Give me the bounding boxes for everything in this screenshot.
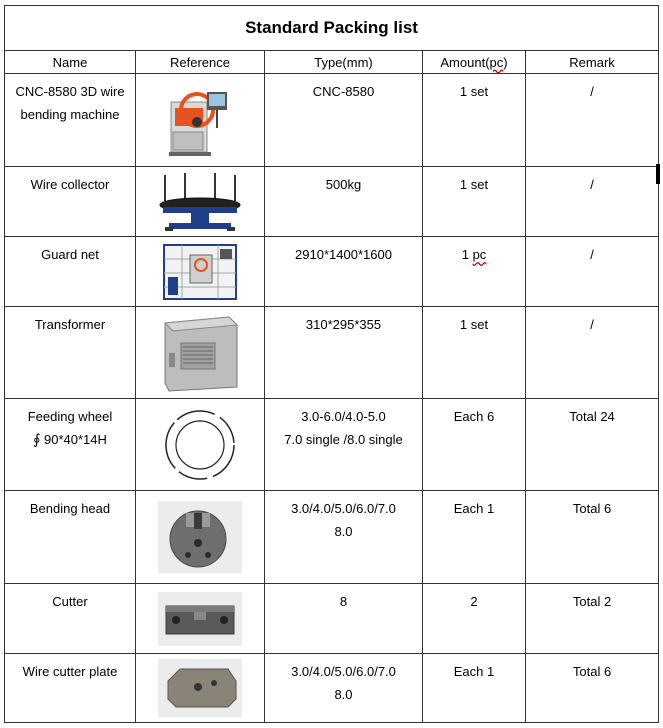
row-name: Guard net xyxy=(5,237,136,307)
header-name: Name xyxy=(5,51,136,74)
row-amount: Each 1 xyxy=(423,654,526,723)
guard-net-image xyxy=(160,241,240,303)
transformer-image xyxy=(159,313,241,393)
row-amount: 1 set xyxy=(423,167,526,237)
header-remark: Remark xyxy=(526,51,659,74)
row-type-line2: 7.0 single /8.0 single xyxy=(284,432,403,447)
header-amount-unit: pc xyxy=(489,54,504,70)
row-type: 2910*1400*1600 xyxy=(265,237,423,307)
row-name: Wire cutter plate xyxy=(5,654,136,723)
row-reference xyxy=(136,399,265,491)
header-amount-prefix: Amount( xyxy=(440,54,490,70)
row-type xyxy=(265,491,423,584)
table-row xyxy=(5,584,659,654)
feeding-wheel-image xyxy=(159,407,241,483)
row-remark: Total 6 xyxy=(526,654,659,723)
wire-bending-machine-image xyxy=(167,82,233,158)
diameter-symbol: ∮ xyxy=(33,431,41,447)
row-reference xyxy=(136,584,265,654)
cutter-image xyxy=(158,592,242,646)
row-remark: / xyxy=(526,74,659,167)
row-type-line1: 3.0/4.0/5.0/6.0/7.0 xyxy=(291,501,396,516)
row-type-line2: 8.0 xyxy=(334,524,353,539)
row-type: 8 xyxy=(265,584,423,654)
row-type-line1: 3.0-6.0/4.0-5.0 xyxy=(301,409,386,424)
packing-list-table xyxy=(4,5,659,723)
row-name-line1: Feeding wheel xyxy=(27,409,113,424)
row-type: 500kg xyxy=(265,167,423,237)
row-type xyxy=(265,399,423,491)
row-name-line1: CNC-8580 3D wire xyxy=(15,84,125,99)
header-amount-suffix: ) xyxy=(503,54,508,70)
row-type xyxy=(265,654,423,723)
row-type-line2: 8.0 xyxy=(334,687,353,702)
wire-collector-image xyxy=(157,171,243,233)
row-amount: 1 set xyxy=(423,307,526,399)
edge-marker xyxy=(656,164,660,184)
table-row xyxy=(5,654,659,723)
table-row xyxy=(5,307,659,399)
row-reference xyxy=(136,491,265,584)
row-name: Transformer xyxy=(5,307,136,399)
table-row xyxy=(5,399,659,491)
row-name: Bending head xyxy=(5,491,136,584)
wire-cutter-plate-image xyxy=(158,659,242,717)
row-name xyxy=(5,74,136,167)
row-reference xyxy=(136,307,265,399)
row-name-dims: 90*40*14H xyxy=(44,432,107,447)
row-remark: Total 2 xyxy=(526,584,659,654)
row-name xyxy=(5,399,136,491)
row-name: Wire collector xyxy=(5,167,136,237)
row-remark: / xyxy=(526,167,659,237)
row-reference xyxy=(136,167,265,237)
row-amount-number: 1 xyxy=(461,247,469,262)
row-reference xyxy=(136,654,265,723)
table-row xyxy=(5,74,659,167)
row-name: Cutter xyxy=(5,584,136,654)
row-type-line1: CNC-8580 xyxy=(312,84,375,99)
row-reference xyxy=(136,74,265,167)
row-type: 310*295*355 xyxy=(265,307,423,399)
row-amount: 1 set xyxy=(423,74,526,167)
header-amount xyxy=(423,51,526,74)
row-reference xyxy=(136,237,265,307)
row-remark: / xyxy=(526,307,659,399)
row-name-line2 xyxy=(5,428,135,451)
row-remark: Total 24 xyxy=(526,399,659,491)
table-row xyxy=(5,491,659,584)
header-reference: Reference xyxy=(136,51,265,74)
table-title: Standard Packing list xyxy=(5,6,659,51)
row-amount-unit: pc xyxy=(472,247,487,262)
header-type: Type(mm) xyxy=(265,51,423,74)
table-row xyxy=(5,167,659,237)
row-name-line2: bending machine xyxy=(20,107,120,122)
table-row xyxy=(5,237,659,307)
row-amount: Each 1 xyxy=(423,491,526,584)
row-amount: Each 6 xyxy=(423,399,526,491)
row-type-line1: 3.0/4.0/5.0/6.0/7.0 xyxy=(291,664,396,679)
row-remark: / xyxy=(526,237,659,307)
row-amount: 2 xyxy=(423,584,526,654)
bending-head-image xyxy=(158,501,242,573)
row-type xyxy=(265,74,423,167)
row-amount xyxy=(423,237,526,307)
row-remark: Total 6 xyxy=(526,491,659,584)
